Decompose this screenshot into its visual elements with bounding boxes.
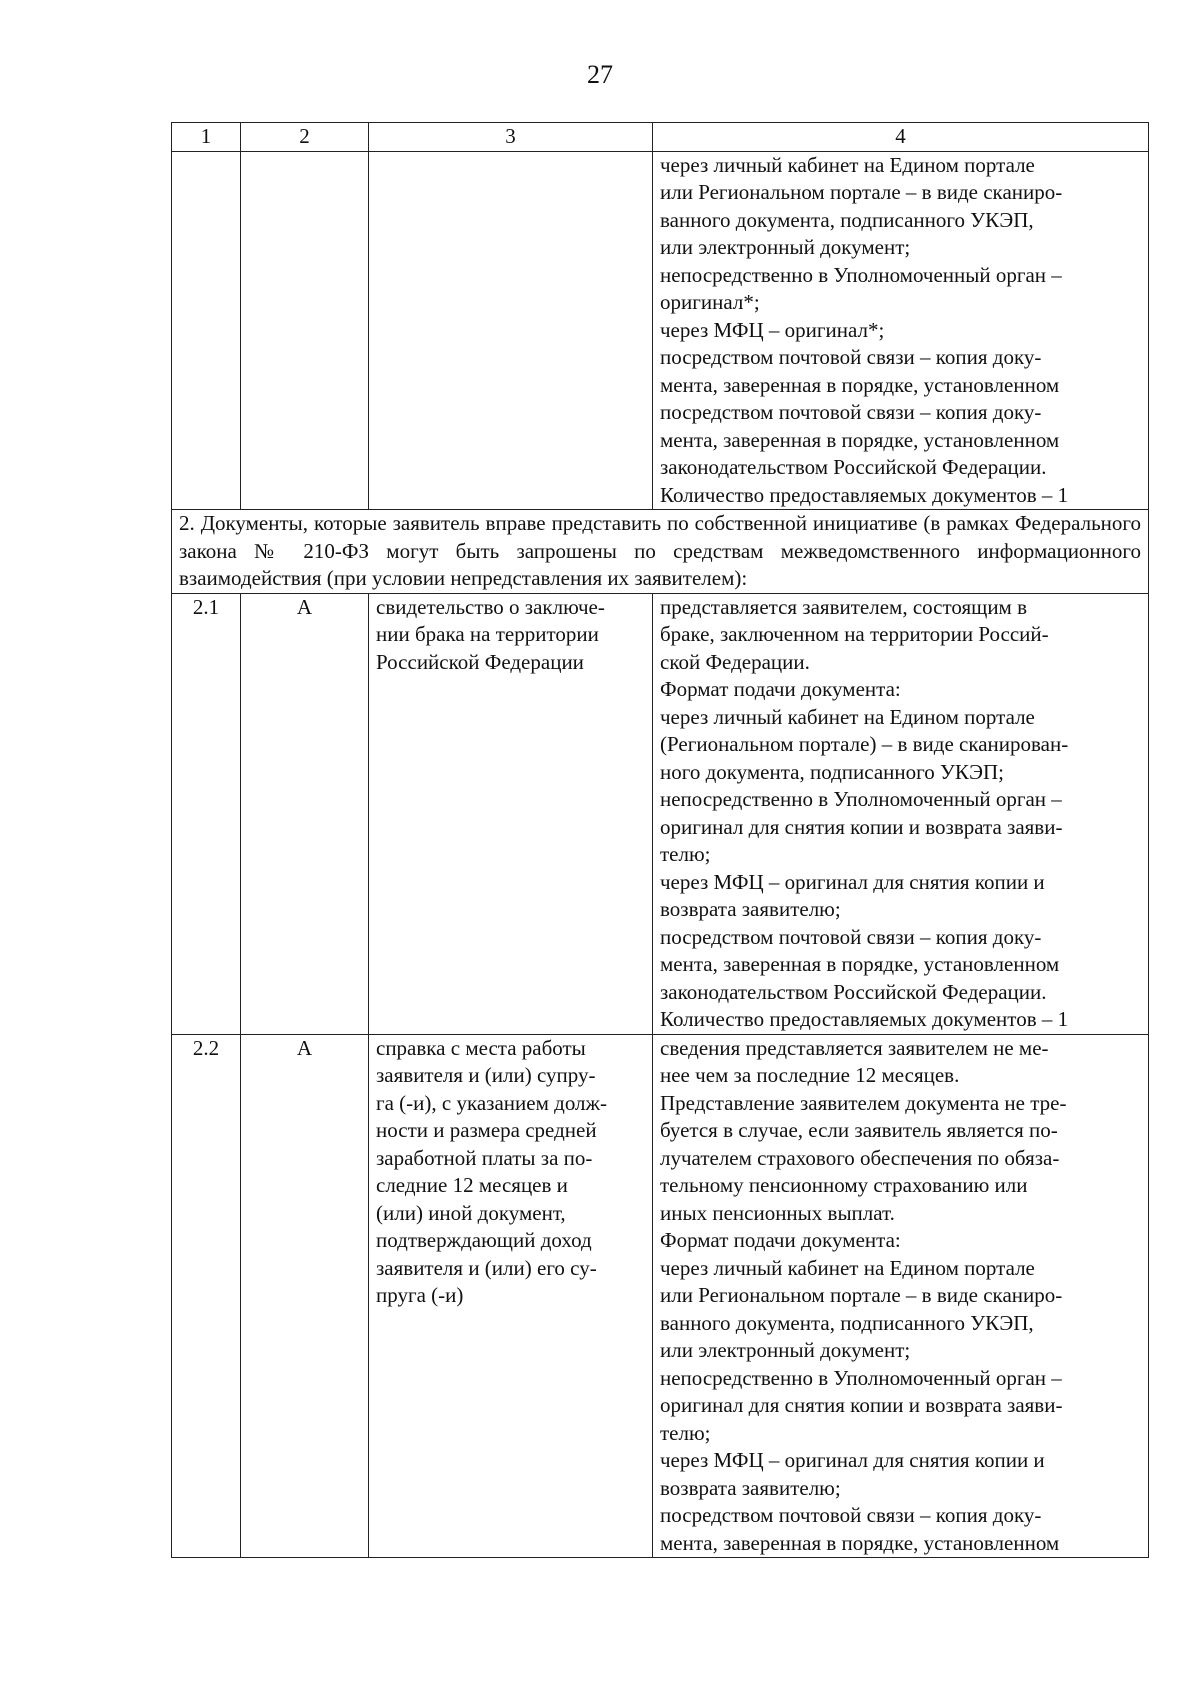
text-line: нии брака на территории <box>376 622 599 646</box>
text-line: оригинал*; <box>660 290 760 314</box>
text-line: сведения представляется заявителем не ме- <box>660 1035 1049 1060</box>
header-cell: 3 <box>369 123 653 152</box>
text-line: через личный кабинет на Едином портале <box>660 704 1035 729</box>
text-line: телю; <box>660 842 711 866</box>
empty-cell <box>241 151 369 510</box>
text-line: следние 12 месяцев и <box>376 1173 568 1197</box>
table-row <box>172 1034 1149 1558</box>
text-line: непосредственно в Уполномоченный орган – <box>660 1365 1062 1390</box>
text-line: через личный кабинет на Едином портале <box>660 152 1035 177</box>
continuation-text-cell <box>653 151 1149 510</box>
text-line: через МФЦ – оригинал для снятия копии и <box>660 869 1045 894</box>
text-line: Формат подачи документа: <box>660 1228 901 1252</box>
text-line: иных пенсионных выплат. <box>660 1200 895 1225</box>
text-line: через личный кабинет на Едином портале <box>660 1255 1035 1280</box>
text-line: лучателем страхового обеспечения по обяза- <box>660 1145 1060 1170</box>
text-line: пруга (-и) <box>376 1283 464 1307</box>
text-line: мента, заверенная в порядке, установленном <box>660 372 1060 397</box>
text-line: Представление заявителем документа не тре- <box>660 1090 1067 1115</box>
table-header-row <box>172 123 1149 152</box>
text-line: Российской Федерации <box>376 649 584 674</box>
row-document-name <box>369 593 653 1034</box>
row-category: А <box>241 1034 369 1558</box>
text-line: через МФЦ – оригинал*; <box>660 317 885 342</box>
text-line: телю; <box>660 1420 711 1445</box>
text-line: ванного документа, подписанного УКЭП, <box>660 207 1034 232</box>
header-cell: 1 <box>172 123 241 152</box>
text-line: заявителя и (или) супру- <box>376 1063 596 1087</box>
text-line: мента, заверенная в порядке, установленном <box>660 952 1060 976</box>
text-line: законодательством Российской Федерации. <box>660 455 1047 479</box>
text-line: браке, заключенном на территории Россий- <box>660 622 1049 646</box>
text-line: подтверждающий доход <box>376 1228 592 1252</box>
text-line: возврата заявителю; <box>660 1475 841 1500</box>
text-line: ного документа, подписанного УКЭП; <box>660 759 1004 784</box>
text-line: непосредственно в Уполномоченный орган – <box>660 787 1062 811</box>
text-line: или Региональном портале – в виде сканиро- <box>660 1283 1063 1307</box>
text-line: оригинал для снятия копии и возврата заяви- <box>660 1393 1063 1417</box>
text-line: Количество предоставляемых документов – 1 <box>660 1007 1069 1031</box>
row-number: 2.2 <box>172 1034 241 1558</box>
text-line: через МФЦ – оригинал для снятия копии и <box>660 1448 1045 1472</box>
text-line: ванного документа, подписанного УКЭП, <box>660 1310 1034 1335</box>
row-requirements <box>653 593 1149 1034</box>
text-line: (или) иной документ, <box>376 1200 566 1225</box>
text-line: свидетельство о заключе- <box>376 594 605 619</box>
continuation-row <box>172 151 1149 510</box>
text-line: мента, заверенная в порядке, установленном <box>660 1530 1060 1555</box>
row-document-name <box>369 1034 653 1558</box>
table-row <box>172 593 1149 1034</box>
text-line: тельному пенсионному страхованию или <box>660 1173 1028 1197</box>
text-line: или электронный документ; <box>660 1338 911 1362</box>
documents-table <box>171 122 1149 1558</box>
text-line: буется в случае, если заявитель является по- <box>660 1118 1058 1142</box>
text-line: посредством почтовой связи – копия доку- <box>660 924 1042 949</box>
section-2-heading: 2. Документы, которые заявитель вправе представить по собственной инициативе (в рамках Федерального закона № 210-ФЗ могут быть запрошены по средствам межведомственного информационного взаимодействия (при условии непредставления их заявителем): <box>172 510 1149 594</box>
row-category: А <box>241 593 369 1034</box>
empty-cell <box>172 151 241 510</box>
text-line: ской Федерации. <box>660 649 810 674</box>
row-number: 2.1 <box>172 593 241 1034</box>
text-line: или электронный документ; <box>660 235 911 259</box>
text-line: непосредственно в Уполномоченный орган – <box>660 262 1062 287</box>
text-line: заявителя и (или) его су- <box>376 1255 597 1280</box>
text-line: нее чем за последние 12 месяцев. <box>660 1063 960 1087</box>
row-requirements <box>653 1034 1149 1558</box>
text-line: мента, заверенная в порядке, установленном <box>660 427 1060 452</box>
text-line: посредством почтовой связи – копия доку- <box>660 400 1042 424</box>
text-line: посредством почтовой связи – копия доку- <box>660 1503 1042 1527</box>
text-line: заработной платы за по- <box>376 1145 593 1170</box>
text-line: или Региональном портале – в виде сканиро- <box>660 180 1063 204</box>
text-line: Количество предоставляемых документов – 1 <box>660 482 1069 507</box>
text-line: (Региональном портале) – в виде сканирован- <box>660 732 1069 756</box>
header-cell: 4 <box>653 123 1149 152</box>
text-line: справка с места работы <box>376 1035 586 1060</box>
text-line: ности и размера средней <box>376 1118 597 1142</box>
section-2-row <box>172 510 1149 594</box>
text-line: посредством почтовой связи – копия доку- <box>660 345 1042 369</box>
header-cell: 2 <box>241 123 369 152</box>
text-line: Формат подачи документа: <box>660 677 901 701</box>
text-line: законодательством Российской Федерации. <box>660 979 1047 1004</box>
text-line: возврата заявителю; <box>660 897 841 921</box>
empty-cell <box>369 151 653 510</box>
text-line: га (-и), с указанием долж- <box>376 1090 608 1115</box>
text-line: представляется заявителем, состоящим в <box>660 594 1028 619</box>
text-line: оригинал для снятия копии и возврата заяви- <box>660 814 1063 839</box>
page-number: 27 <box>587 60 613 89</box>
